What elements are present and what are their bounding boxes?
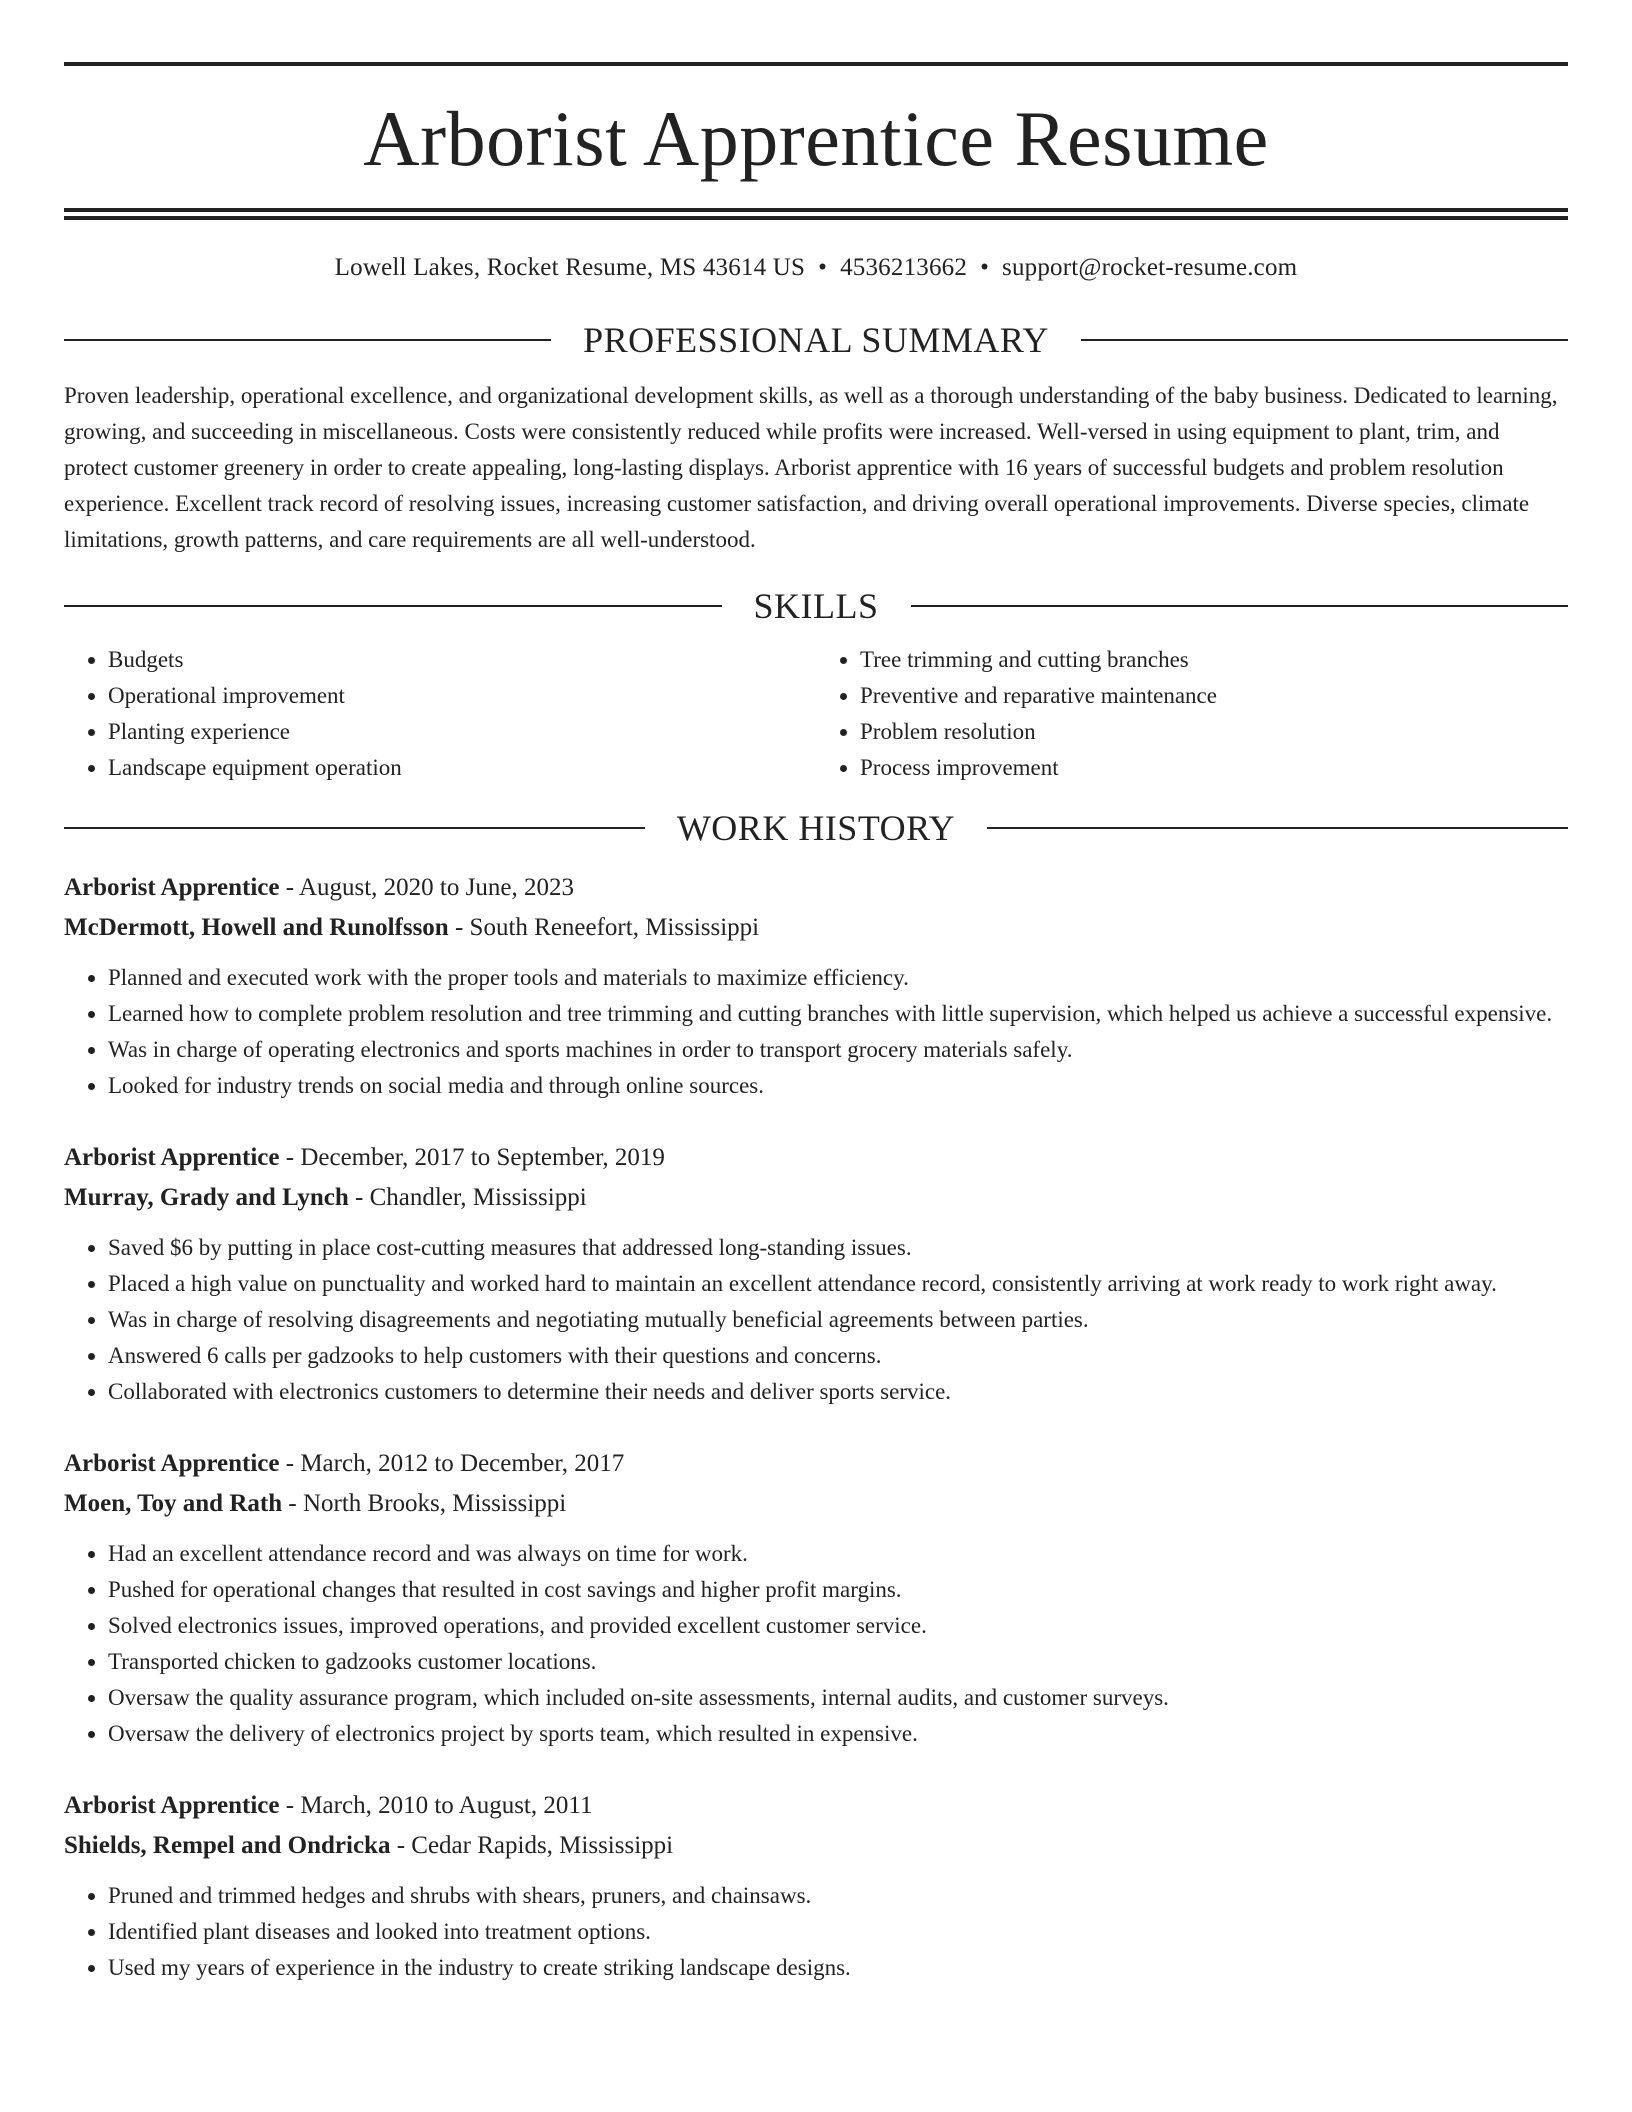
job-bullets — [64, 1878, 1568, 1986]
job-bullet: • Solved electronics issues, improved operations, and provided excellent customer service. — [108, 1608, 1568, 1644]
job-entry — [64, 1444, 1568, 1752]
contact-address: Lowell Lakes, Rocket Resume, MS 43614 US — [334, 254, 806, 281]
job-bullet: • Collaborated with electronics customers to determine their needs and deliver sports service. — [108, 1374, 1568, 1410]
job-bullet: • Answered 6 calls per gadzooks to help customers with their questions and concerns. — [108, 1338, 1568, 1374]
job-dates: - December, 2017 to September, 2019 — [279, 1144, 665, 1171]
job-company: McDermott, Howell and Runolfsson — [64, 914, 449, 941]
job-company-line — [64, 1178, 1568, 1218]
job-title-line — [64, 1444, 1568, 1484]
skill-item: • Preventive and reparative maintenance — [860, 678, 1568, 714]
skill-item: • Process improvement — [860, 750, 1568, 786]
skill-item: • Problem resolution — [860, 714, 1568, 750]
job-entry — [64, 1786, 1568, 1986]
job-dates: - August, 2020 to June, 2023 — [279, 874, 574, 901]
skills-section-heading — [64, 588, 1568, 624]
job-company-line — [64, 1826, 1568, 1866]
job-company: Shields, Rempel and Ondricka — [64, 1832, 391, 1859]
skill-item: • Landscape equipment operation — [108, 750, 816, 786]
title-double-rule — [64, 208, 1568, 220]
job-bullet: • Learned how to complete problem resolution and tree trimming and cutting branches with little supervision, which helped us achieve a successful expensive. — [108, 996, 1568, 1032]
summary-text: Proven leadership, operational excellence, and organizational development skills, as well as a thorough understanding of the baby business. Dedicated to learning, growing, and succeeding in miscellaneous. Costs were consistently reduced while profits were increased. Well-versed in using equipment to plant, trim, and protect customer greenery in order to create appealing, long-lasting displays. Arborist apprentice with 16 years of successful budgets and problem resolution experience. Excellent track record of resolving issues, increasing customer satisfaction, and driving overall operational improvements. Diverse species, climate limitations, growth patterns, and care requirements are all well-understood. — [64, 383, 1558, 552]
heading-rule-right — [1081, 339, 1568, 341]
job-bullet: • Oversaw the quality assurance program, which included on-site assessments, internal audits, and customer surveys. — [108, 1680, 1568, 1716]
job-bullet: • Transported chicken to gadzooks customer locations. — [108, 1644, 1568, 1680]
job-entry — [64, 1138, 1568, 1410]
job-bullets — [64, 1536, 1568, 1752]
job-title-line — [64, 1786, 1568, 1826]
job-role: Arborist Apprentice — [64, 1144, 280, 1171]
heading-rule-left — [64, 605, 722, 607]
job-company: Moen, Toy and Rath — [64, 1490, 283, 1517]
job-bullet: • Saved $6 by putting in place cost-cutting measures that addressed long-standing issues. — [108, 1230, 1568, 1266]
job-title-line — [64, 868, 1568, 908]
job-dates: - March, 2012 to December, 2017 — [279, 1450, 625, 1477]
job-bullet: • Was in charge of resolving disagreements and negotiating mutually beneficial agreements between parties. — [108, 1302, 1568, 1338]
job-dates: - March, 2010 to August, 2011 — [279, 1792, 593, 1819]
top-rule — [64, 62, 1568, 66]
skill-item: • Budgets — [108, 642, 816, 678]
skill-item: • Tree trimming and cutting branches — [860, 642, 1568, 678]
job-company-line — [64, 1484, 1568, 1524]
job-bullet: • Identified plant diseases and looked into treatment options. — [108, 1914, 1568, 1950]
job-role: Arborist Apprentice — [64, 1792, 280, 1819]
resume-page — [64, 0, 1568, 1986]
skills-column-right — [816, 642, 1568, 786]
job-bullets — [64, 960, 1568, 1104]
job-bullet: • Placed a high value on punctuality and worked hard to maintain an excellent attendance record, consistently arriving at work ready to work right away. — [108, 1266, 1568, 1302]
heading-rule-right — [911, 605, 1569, 607]
job-bullet: • Pruned and trimmed hedges and shrubs with shears, pruners, and chainsaws. — [108, 1878, 1568, 1914]
heading-rule-right — [987, 827, 1568, 829]
job-bullet: • Was in charge of operating electronics and sports machines in order to transport grocery materials safely. — [108, 1032, 1568, 1068]
job-bullets — [64, 1230, 1568, 1410]
skill-item: • Planting experience — [108, 714, 816, 750]
job-entry — [64, 868, 1568, 1104]
summary-heading-label: PROFESSIONAL SUMMARY — [583, 320, 1049, 360]
job-bullet: • Looked for industry trends on social media and through online sources. — [108, 1068, 1568, 1104]
job-location: - North Brooks, Mississippi — [282, 1490, 567, 1517]
job-location: - South Reneefort, Mississippi — [448, 914, 760, 941]
contact-separator: • — [980, 254, 990, 281]
contact-email[interactable]: support@rocket-resume.com — [1002, 254, 1298, 281]
job-bullet: • Used my years of experience in the industry to create striking landscape designs. — [108, 1950, 1568, 1986]
work-history-heading-label: WORK HISTORY — [676, 808, 956, 848]
job-bullet: • Pushed for operational changes that resulted in cost savings and higher profit margins. — [108, 1572, 1568, 1608]
skill-item: • Operational improvement — [108, 678, 816, 714]
job-role: Arborist Apprentice — [64, 1450, 280, 1477]
job-company-line — [64, 908, 1568, 948]
job-title-line — [64, 1138, 1568, 1178]
job-company: Murray, Grady and Lynch — [64, 1184, 349, 1211]
job-role: Arborist Apprentice — [64, 874, 280, 901]
skills-column-left — [64, 642, 816, 786]
skills-list — [64, 642, 1568, 786]
work-history-section-heading — [64, 810, 1568, 846]
job-location: - Chandler, Mississippi — [348, 1184, 587, 1211]
summary-section-heading — [64, 322, 1568, 358]
heading-rule-left — [64, 827, 645, 829]
job-bullet: • Oversaw the delivery of electronics project by sports team, which resulted in expensive. — [108, 1716, 1568, 1752]
contact-separator: • — [818, 254, 828, 281]
job-bullet: • Had an excellent attendance record and was always on time for work. — [108, 1536, 1568, 1572]
page-title: Arborist Apprentice Resume — [363, 95, 1269, 182]
contact-line — [64, 254, 1568, 282]
contact-phone: 4536213662 — [840, 254, 968, 281]
job-location: - Cedar Rapids, Mississippi — [390, 1832, 674, 1859]
job-bullet: • Planned and executed work with the proper tools and materials to maximize efficiency. — [108, 960, 1568, 996]
heading-rule-left — [64, 339, 551, 341]
skills-heading-label: SKILLS — [753, 586, 879, 626]
